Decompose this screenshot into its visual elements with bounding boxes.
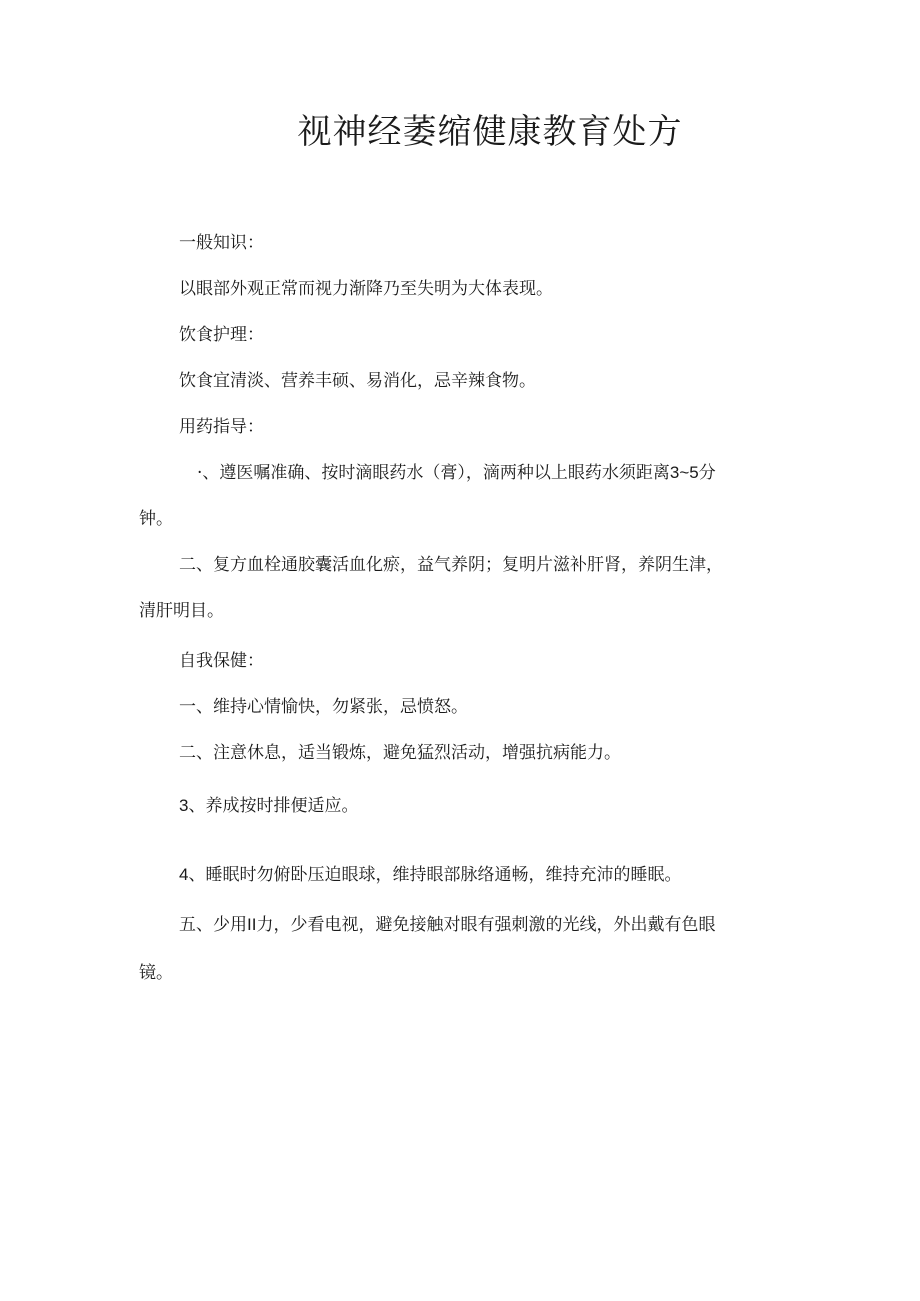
selfcare-item-5-number: II <box>247 915 257 934</box>
selfcare-item-2: 二、注意休息，适当锻炼，避免猛烈活动，增强抗病能力。 <box>179 743 621 763</box>
selfcare-item-5-prefix: 五、少用 <box>179 915 247 935</box>
section-heading-diet: 饮食护理： <box>179 325 264 345</box>
selfcare-item-5-line-1 <box>179 914 715 936</box>
medication-item-1-line-2: 钟。 <box>139 509 173 529</box>
selfcare-item-4-number: 4 <box>179 865 189 884</box>
diet-text: 饮食宜清淡、营养丰硕、易消化，忌辛辣食物。 <box>179 371 536 391</box>
page-title: 视神经萎缩健康教育处方 <box>297 112 683 152</box>
selfcare-item-3 <box>179 795 358 817</box>
selfcare-item-5-line-2: 镜。 <box>139 963 173 983</box>
medication-item-1-number: 3~5 <box>669 463 699 482</box>
section-heading-selfcare: 自我保健： <box>179 651 264 671</box>
medication-item-2-line-2: 清肝明目。 <box>139 601 224 621</box>
selfcare-item-4 <box>179 864 681 886</box>
section-heading-general: 一般知识： <box>179 233 264 253</box>
selfcare-item-3-text: 、养成按时排便适应。 <box>188 796 359 816</box>
selfcare-item-4-text: 、睡眠时勿俯卧压迫眼球，维持眼部脉络通畅，维持充沛的睡眠。 <box>188 865 682 885</box>
general-text: 以眼部外观正常而视力渐降乃至失明为大体表现。 <box>179 279 553 299</box>
medication-item-1-line-1 <box>197 462 716 484</box>
selfcare-item-3-number: 3 <box>179 796 189 815</box>
medication-item-1-prefix: ·、遵医嘱准确、按时滴眼药水（膏），滴两种以上眼药水须距离 <box>197 463 670 483</box>
medication-item-2-line-1: 二、复方血栓通胶囊活血化瘀，益气养阴；复明片滋补肝肾，养阴生津， <box>179 555 723 575</box>
selfcare-item-5-suffix: 力，少看电视，避免接触对眼有强刺激的光线，外出戴有色眼 <box>256 915 716 935</box>
section-heading-medication: 用药指导： <box>179 417 264 437</box>
medication-item-1-suffix: 分 <box>698 463 716 483</box>
selfcare-item-1: 一、维持心情愉快，勿紧张，忌愤怒。 <box>179 697 468 717</box>
